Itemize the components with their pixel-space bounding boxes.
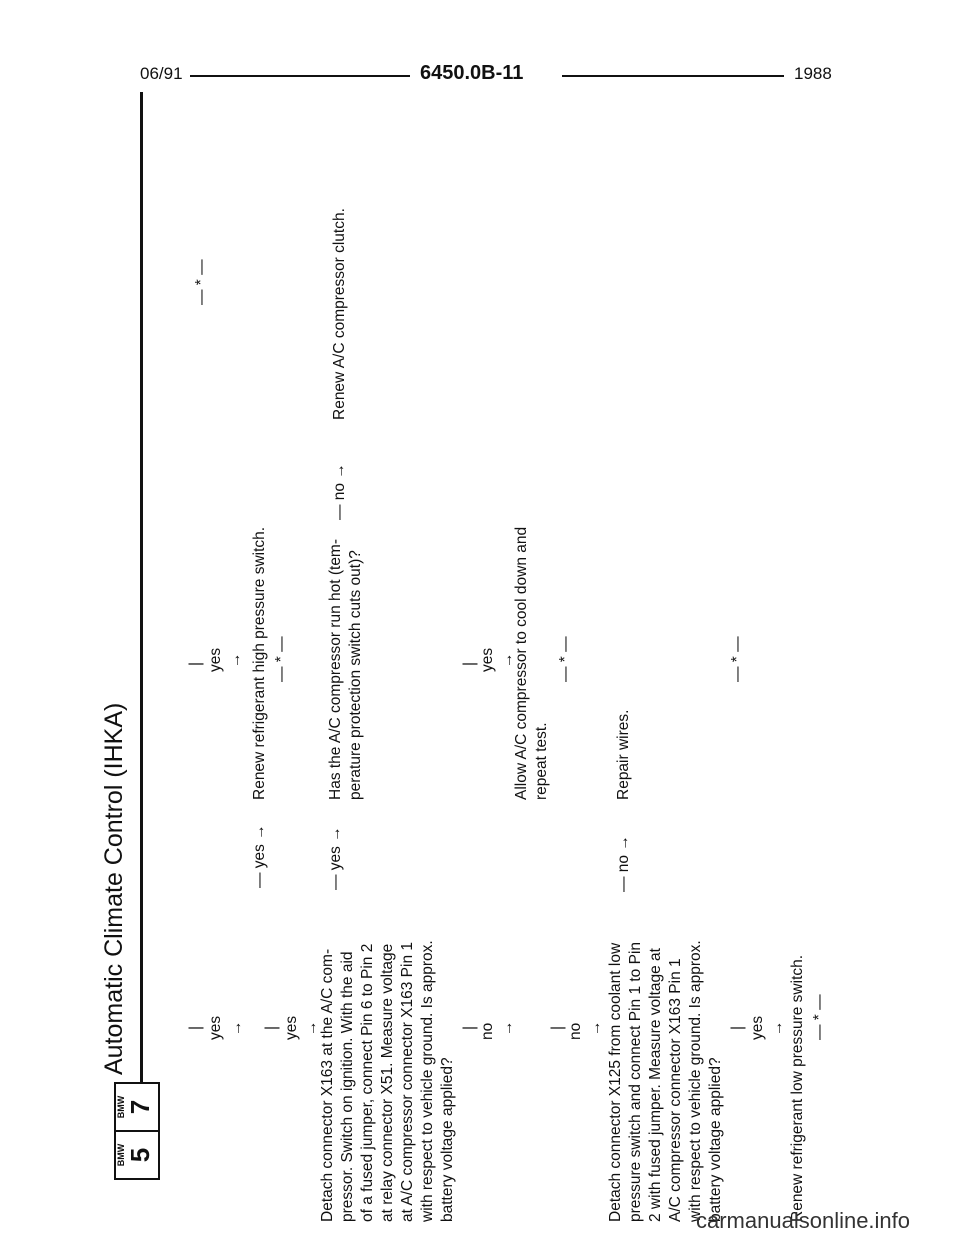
bmw-series-7-badge xyxy=(114,1082,160,1132)
renew-low-pressure-switch: Renew refrigerant low pressure switch. xyxy=(789,954,806,1222)
flow-bar: | xyxy=(461,661,478,666)
section-title-rule xyxy=(140,92,143,1092)
flow-bar: | xyxy=(187,1025,204,1030)
flow-no-label: no xyxy=(479,1022,496,1040)
compressor-hot-line: perature protection switch cuts out)? xyxy=(347,550,364,800)
no-arrow-to-repair: — no → xyxy=(615,835,632,892)
flow-arrow: → xyxy=(228,1020,245,1036)
flow-yes-label: yes xyxy=(207,1015,224,1040)
flow-arrow: → xyxy=(499,1020,516,1036)
badge-brand: BMW xyxy=(116,1095,126,1119)
renew-high-pressure-switch: Renew refrigerant high pressure switch. xyxy=(251,526,268,800)
flow-bar: | xyxy=(187,661,204,666)
section-title: Automatic Climate Control (IHKA) xyxy=(100,702,128,1075)
step2-line: 2 with fused jumper. Measure voltage at xyxy=(647,948,664,1222)
step2-line: Detach connector X125 from coolant low xyxy=(607,942,624,1222)
flow-end-mark: — * — xyxy=(273,636,290,682)
header-rule-right xyxy=(562,75,784,77)
flow-arrow: → xyxy=(227,652,244,668)
step1-line: with respect to vehicle ground. Is approx. xyxy=(419,940,436,1222)
flow-yes-label: yes xyxy=(749,1015,766,1040)
flow-end-mark: — * — xyxy=(557,636,574,682)
flow-yes-label: yes xyxy=(283,1015,300,1040)
header-date: 06/91 xyxy=(140,64,183,83)
flow-arrow: → xyxy=(499,652,516,668)
flow-arrow: → xyxy=(303,1020,320,1036)
step1-line: pressor. Switch on ignition. With the aid xyxy=(339,951,356,1222)
step1-line: Detach connector X163 at the A/C com- xyxy=(319,948,336,1222)
flow-bar: | xyxy=(729,1025,746,1030)
compressor-hot-question xyxy=(326,480,366,800)
flow-bar: | xyxy=(461,1025,478,1030)
watermark: carmanualsonline.info xyxy=(696,1208,911,1233)
flow-bar: | xyxy=(549,1025,566,1030)
header-year: 1988 xyxy=(794,64,832,83)
flow-end-mark: — * — xyxy=(193,259,210,305)
bmw-series-5-badge xyxy=(114,1130,160,1180)
step1-line: at relay connector X51. Measure voltage xyxy=(379,943,396,1222)
no-arrow-to-clutch: — no → xyxy=(331,463,348,520)
step2-question xyxy=(606,902,726,1222)
header-rule-left xyxy=(190,75,410,77)
step2-line: A/C compressor connector X163 Pin 1 xyxy=(667,958,684,1222)
allow-cool-instruction xyxy=(512,500,552,800)
header-code: 6450.0B-11 xyxy=(420,62,524,84)
flow-arrow: → xyxy=(587,1020,604,1036)
yes-arrow-to-compressor-hot: — yes → xyxy=(327,826,344,890)
badge-brand: BMW xyxy=(116,1143,126,1167)
badge-series: 5 xyxy=(125,1147,155,1163)
badge-series: 7 xyxy=(125,1099,155,1115)
flow-arrow: → xyxy=(769,1020,786,1036)
step1-line: of a fused jumper, connect Pin 6 to Pin 2 xyxy=(359,943,376,1222)
step1-line: battery voltage applied? xyxy=(439,1057,456,1222)
step2-line: battery voltage applied? xyxy=(707,1057,724,1222)
flow-end-mark: — * — xyxy=(811,994,828,1040)
step1-line: at A/C compressor connector X163 Pin 1 xyxy=(399,941,416,1222)
flow-yes-label: yes xyxy=(207,647,224,672)
step1-question xyxy=(318,902,458,1222)
compressor-hot-line: Has the A/C compressor run hot (tem- xyxy=(327,538,344,800)
step2-line: with respect to vehicle ground. Is approx. xyxy=(687,940,704,1222)
allow-cool-line: Allow A/C compressor to cool down and xyxy=(513,526,530,800)
renew-compressor-clutch: Renew A/C compressor clutch. xyxy=(331,208,348,420)
flow-no-label: no xyxy=(567,1022,584,1040)
repair-wires: Repair wires. xyxy=(615,709,632,800)
flow-yes-label: yes xyxy=(479,647,496,672)
step2-line: pressure switch and connect Pin 1 to Pin xyxy=(627,941,644,1222)
flow-end-mark: — * — xyxy=(729,636,746,682)
yes-arrow-to-renew-high: — yes → xyxy=(251,824,268,888)
allow-cool-line: repeat test. xyxy=(533,722,550,800)
flow-bar: | xyxy=(263,1025,280,1030)
